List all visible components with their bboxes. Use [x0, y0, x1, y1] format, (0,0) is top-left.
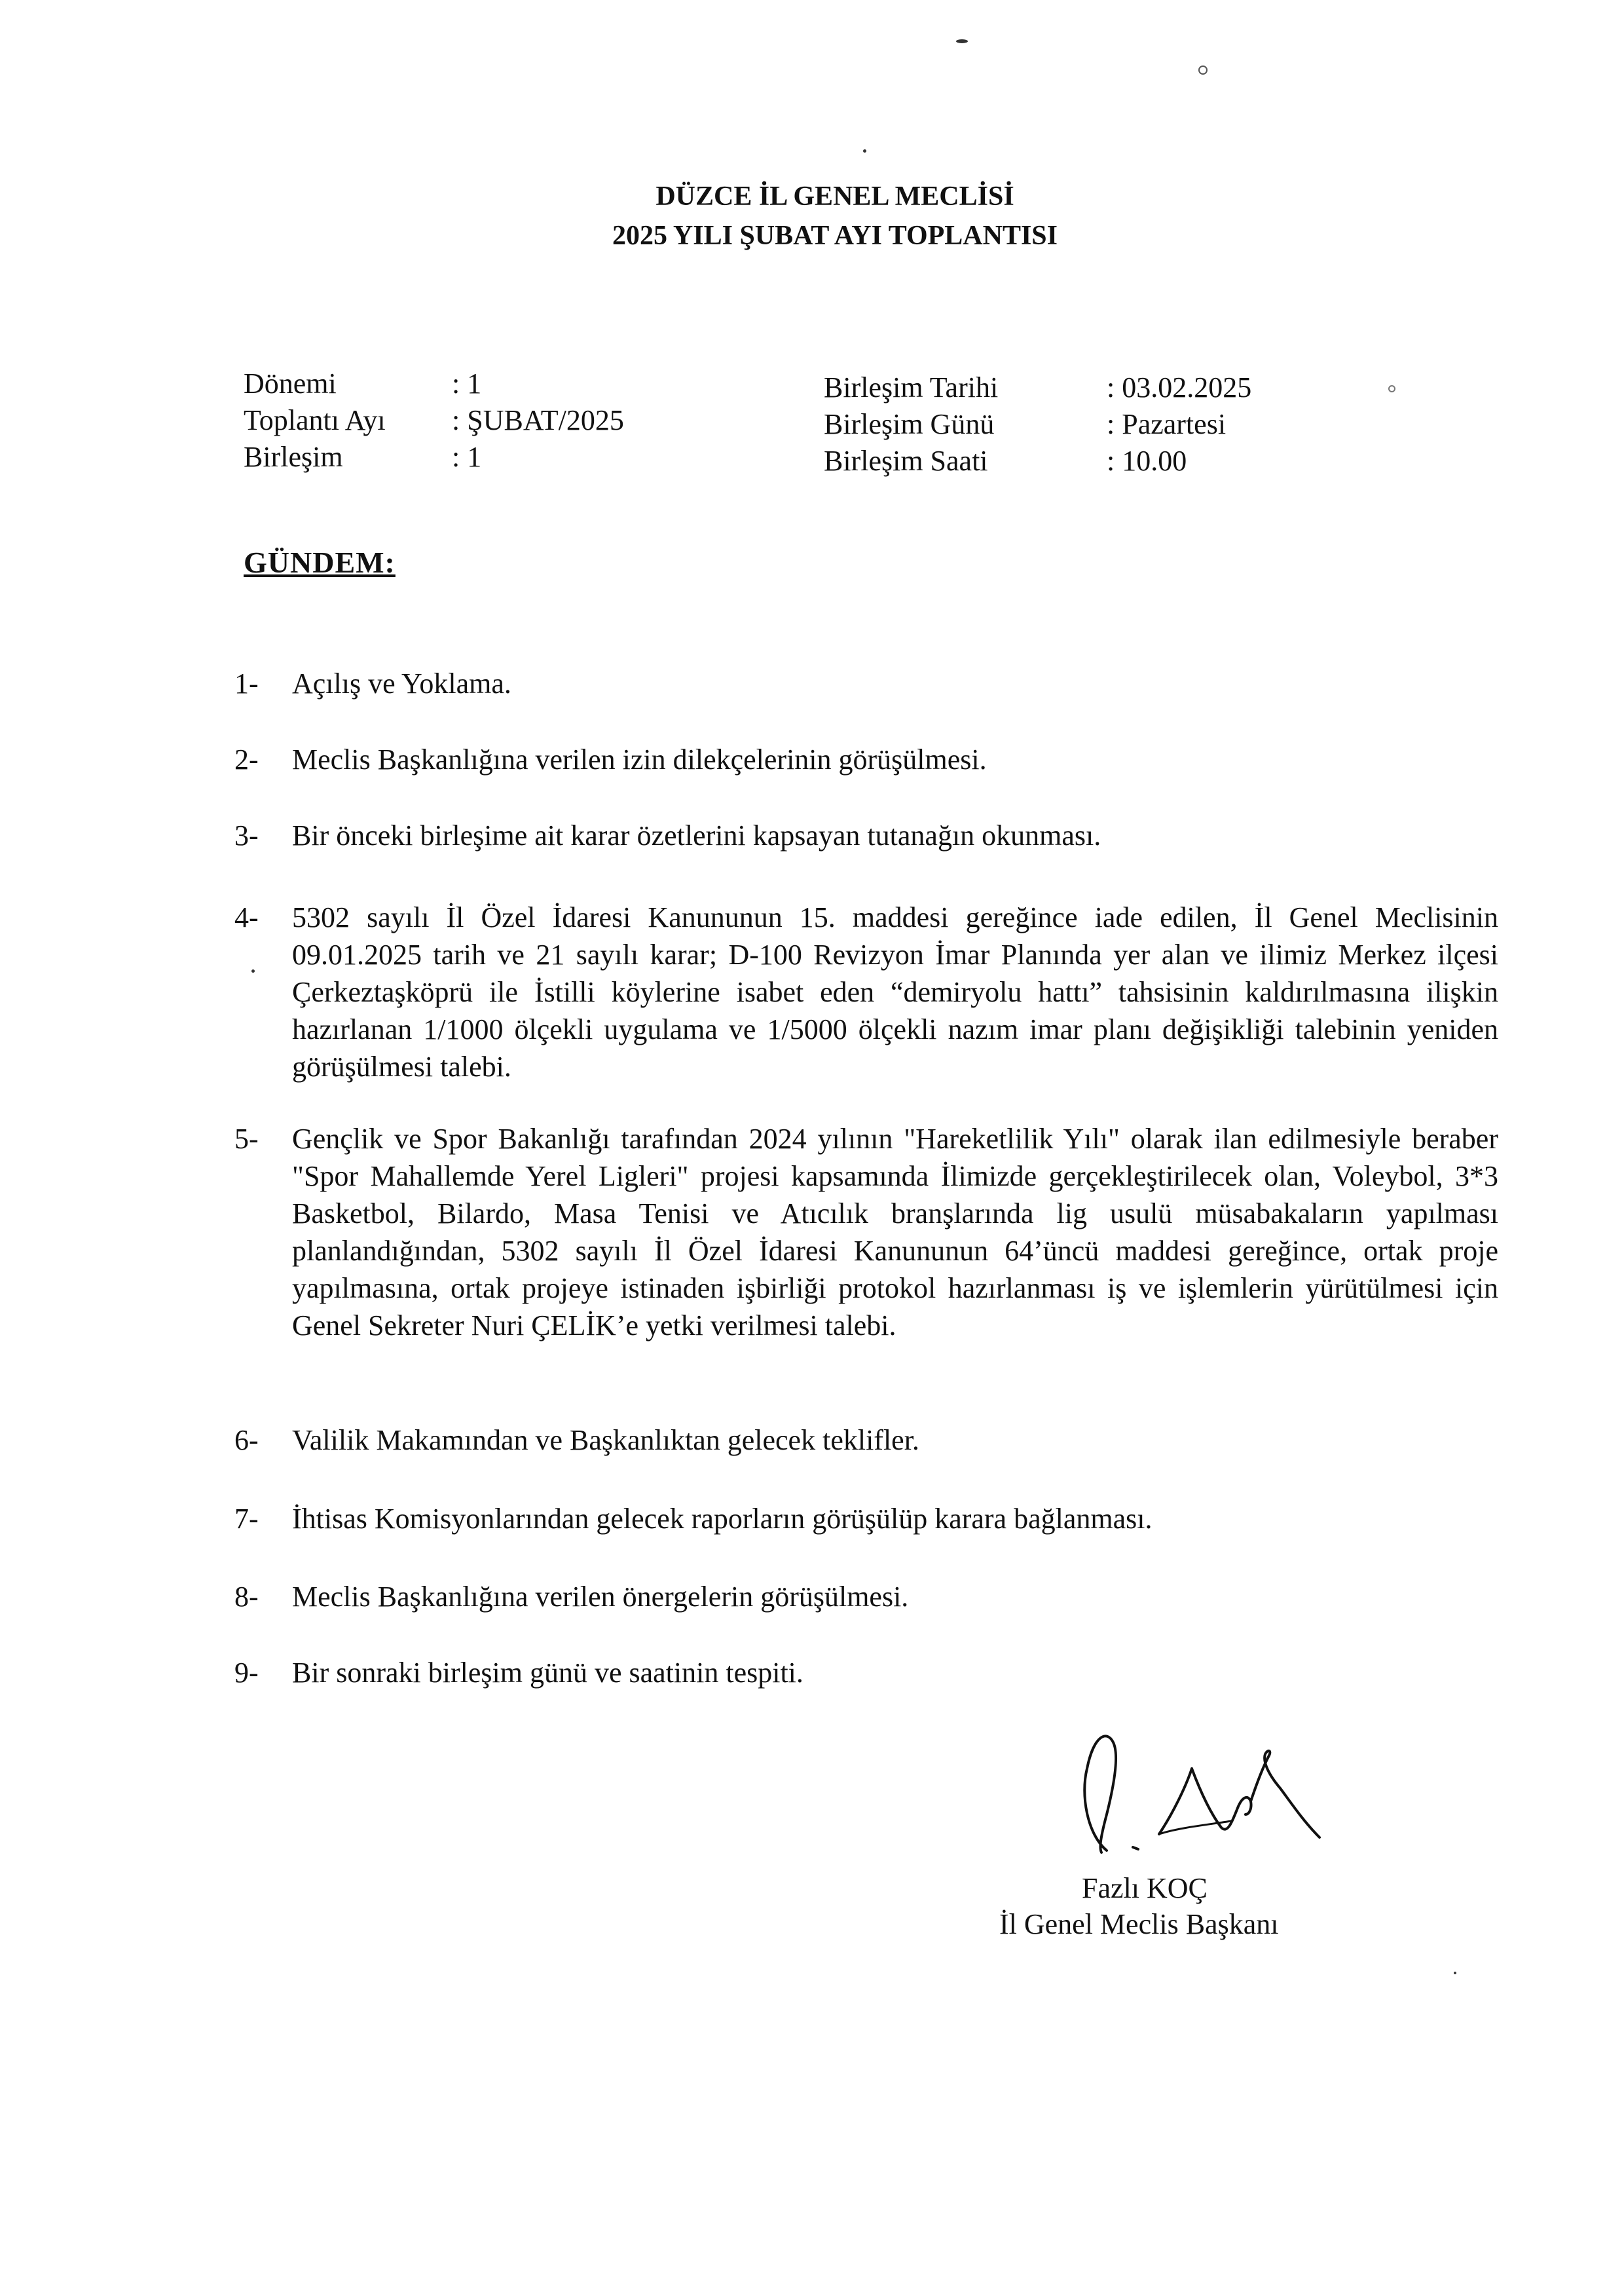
handwritten-signature — [1061, 1716, 1349, 1867]
meta-value: : 1 — [452, 367, 482, 400]
agenda-item-text: Açılış ve Yoklama. — [292, 667, 511, 700]
meta-label: Toplantı Ayı — [244, 404, 386, 436]
scan-speck — [863, 149, 866, 153]
agenda-item-8 — [234, 1578, 1498, 1615]
scan-speck — [251, 969, 255, 973]
scan-speck — [956, 39, 968, 43]
agenda-item-2 — [234, 741, 1498, 778]
signatory-name: Fazlı KOÇ — [1082, 1872, 1208, 1904]
meta-value: : 10.00 — [1107, 445, 1187, 477]
meta-label: Birleşim Saati — [824, 445, 988, 477]
agenda-item-text: Meclis Başkanlığına verilen önergelerin görüşülmesi. — [292, 1581, 909, 1613]
agenda-item-3 — [234, 817, 1498, 854]
agenda-item-9 — [234, 1654, 1498, 1691]
agenda-item-number: 7- — [234, 1503, 259, 1535]
agenda-item-number: 4- — [234, 901, 259, 933]
agenda-item-number: 1- — [234, 667, 259, 700]
meta-row-toplanti-ayi — [244, 402, 715, 439]
agenda-item-text: Bir sonraki birleşim günü ve saatinin tespiti. — [292, 1657, 803, 1689]
meta-right — [824, 369, 1348, 479]
agenda-item-text: Bir önceki birleşime ait karar özetlerini kapsayan tutanağın okunması. — [292, 819, 1101, 852]
agenda-item-number: 5- — [234, 1123, 259, 1155]
agenda-item-5 — [234, 1120, 1498, 1344]
agenda-item-number: 3- — [234, 819, 259, 852]
meta-row-donem — [244, 366, 715, 402]
agenda-item-text: İhtisas Komisyonlarından gelecek raporların görüşülüp karara bağlanması. — [292, 1503, 1153, 1535]
agenda-item-1 — [234, 665, 1498, 702]
scan-speck — [1454, 1972, 1456, 1974]
agenda-heading: GÜNDEM: — [244, 546, 396, 579]
agenda-item-number: 9- — [234, 1657, 259, 1689]
meta-value: : 1 — [452, 441, 482, 473]
meta-row-birlesim-saati — [824, 443, 1348, 479]
signature-drawing — [1061, 1716, 1349, 1867]
meta-label: Birleşim Tarihi — [824, 371, 999, 404]
document-title — [0, 177, 1624, 255]
agenda-item-text: Gençlik ve Spor Bakanlığı tarafından 2024 yılının "Hareketlilik Yılı" olarak ilan edilmesiyle beraber "Spor Mahallemde Yerel Ligleri" projesi kapsamında İlimizde gerçekleştirilecek olan, Voleybol, 3*3 Basketbol, Bilardo, Masa Tenisi ve Atıcılık branşlarında lig usulü müsabakaların yapılması planlandığından, 5302 sayılı İl Özel İdaresi Kanununun 64’üncü maddesi gereğince, ortak proje yapılmasına, ortak projeye istinaden işbirliği protokol hazırlanması iş ve işlemlerin yürütülmesi için Genel Sekreter Nuri ÇELİK’e yetki verilmesi talebi. — [292, 1123, 1498, 1342]
meta-row-birlesim — [244, 439, 715, 476]
meta-value: : 03.02.2025 — [1107, 371, 1252, 404]
agenda-item-number: 2- — [234, 743, 259, 776]
agenda-item-text: Meclis Başkanlığına verilen izin dilekçelerinin görüşülmesi. — [292, 743, 987, 776]
meta-value: : Pazartesi — [1107, 408, 1227, 440]
agenda-item-text: 5302 sayılı İl Özel İdaresi Kanununun 15. maddesi gereğince iade edilen, İl Genel Meclisinin 09.01.2025 tarih ve 21 sayılı karar; D-100 Revizyon İmar Planında yer alan ve ilimiz Merkez ilçesi Çerkeztaşköprü ile İstilli köylerine isabet eden “demiryolu hattı” tahsisinin kaldırılmasına ilişkin hazırlanan 1/1000 ölçekli uygulama ve 1/5000 ölçekli nazım imar planı değişikliği talebinin yeniden görüşülmesi talebi. — [292, 901, 1498, 1083]
agenda-item-text: Valilik Makamından ve Başkanlıktan gelecek teklifler. — [292, 1424, 919, 1456]
agenda-item-4 — [234, 899, 1498, 1085]
agenda-item-number: 6- — [234, 1424, 259, 1456]
meta-row-birlesim-gunu — [824, 406, 1348, 443]
signatory-title: İl Genel Meclis Başkanı — [999, 1908, 1279, 1940]
meta-value: : ŞUBAT/2025 — [452, 404, 624, 436]
meta-label: Birleşim — [244, 441, 343, 473]
meta-row-birlesim-tarihi — [824, 369, 1348, 406]
agenda-item-number: 8- — [234, 1581, 259, 1613]
meeting-name: 2025 YILI ŞUBAT AYI TOPLANTISI — [612, 221, 1058, 251]
scan-speck — [1388, 385, 1395, 392]
meta-left — [244, 366, 715, 476]
agenda-item-7 — [234, 1500, 1498, 1537]
agenda-item-6 — [234, 1421, 1498, 1459]
meta-label: Birleşim Günü — [824, 408, 995, 440]
scan-speck — [1198, 66, 1208, 75]
council-name: DÜZCE İL GENEL MECLİSİ — [655, 181, 1014, 212]
meta-label: Dönemi — [244, 367, 337, 400]
